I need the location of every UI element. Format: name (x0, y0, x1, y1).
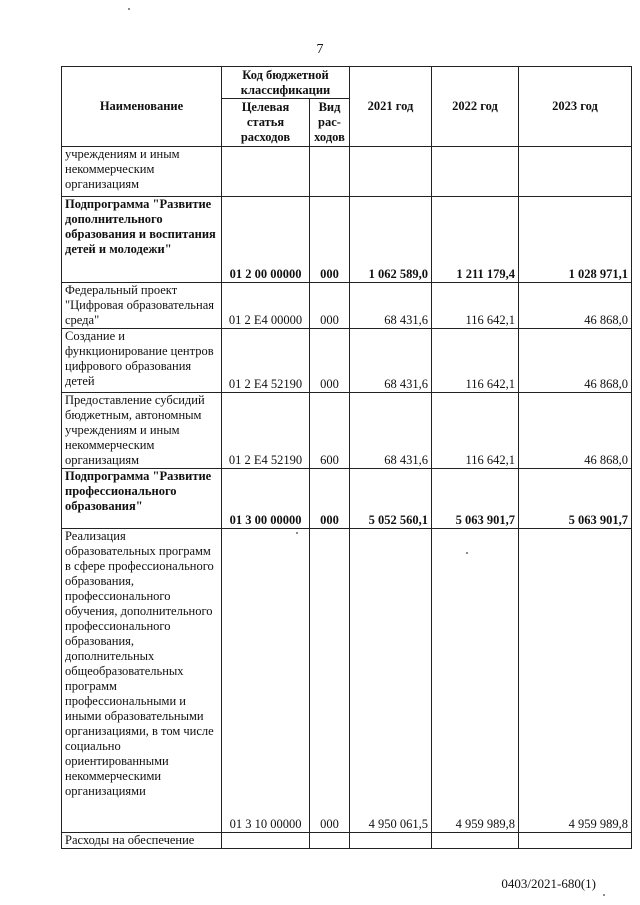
row-amount-2021: 68 431,6 (350, 329, 432, 393)
row-name: Расходы на обеспечение (62, 833, 222, 849)
row-expense-type: 000 (310, 197, 350, 283)
row-amount-2023: 4 959 989,8 (519, 529, 632, 833)
row-amount-2022 (432, 147, 519, 197)
header-2023: 2023 год (519, 67, 632, 147)
row-name: Реализация образовательных программ в сфере профессионального образования, профессионального обучения, дополнительного профессионального образования, дополнительных общеобразовательных программ профессиональными и иными образовательными организациями, в том числе социально ориентированными некоммерческими организациями (62, 529, 222, 833)
row-target-article: 01 2 E4 52190 (222, 329, 310, 393)
row-amount-2023 (519, 147, 632, 197)
row-target-article: 01 3 00 00000 (222, 469, 310, 529)
table-row (62, 393, 632, 469)
row-amount-2021: 4 950 061,5 (350, 529, 432, 833)
row-target-article (222, 833, 310, 849)
page-number: 7 (316, 42, 324, 57)
row-amount-2023: 46 868,0 (519, 329, 632, 393)
row-expense-type: 000 (310, 329, 350, 393)
row-amount-2023: 46 868,0 (519, 283, 632, 329)
scan-speck (466, 552, 468, 554)
table-row (62, 329, 632, 393)
row-expense-type: 600 (310, 393, 350, 469)
row-name: Подпрограмма "Развитие дополнительного образования и воспитания детей и молодежи" (62, 197, 222, 283)
row-expense-type (310, 833, 350, 849)
header-target-article: Целевая статья расходов (222, 99, 310, 147)
row-expense-type: 000 (310, 469, 350, 529)
table-row (62, 147, 632, 197)
row-amount-2021: 68 431,6 (350, 393, 432, 469)
scan-speck (603, 894, 605, 896)
row-amount-2022: 5 063 901,7 (432, 469, 519, 529)
row-amount-2023: 5 063 901,7 (519, 469, 632, 529)
row-target-article (222, 147, 310, 197)
scan-speck (296, 532, 298, 534)
budget-table (61, 66, 632, 849)
row-amount-2022: 116 642,1 (432, 283, 519, 329)
row-amount-2021 (350, 147, 432, 197)
scan-speck (128, 8, 130, 10)
row-amount-2021: 1 062 589,0 (350, 197, 432, 283)
header-2021: 2021 год (350, 67, 432, 147)
row-target-article: 01 2 E4 52190 (222, 393, 310, 469)
header-name: Наименование (62, 67, 222, 147)
row-target-article: 01 2 00 00000 (222, 197, 310, 283)
row-amount-2021 (350, 833, 432, 849)
table-row (62, 283, 632, 329)
row-name: Федеральный проект "Цифровая образовательная среда" (62, 283, 222, 329)
row-amount-2022: 1 211 179,4 (432, 197, 519, 283)
row-name: учреждениям и иным некоммерческим организациям (62, 147, 222, 197)
row-target-article: 01 2 E4 00000 (222, 283, 310, 329)
row-amount-2022: 116 642,1 (432, 393, 519, 469)
header-code-group: Код бюджетной классификации (222, 67, 350, 99)
table-row (62, 833, 632, 849)
row-name: Подпрограмма "Развитие профессионального образования" (62, 469, 222, 529)
table-row (62, 197, 632, 283)
row-amount-2023: 1 028 971,1 (519, 197, 632, 283)
table-row (62, 469, 632, 529)
row-name: Создание и функционирование центров цифрового образования детей (62, 329, 222, 393)
row-expense-type: 000 (310, 529, 350, 833)
header-expense-type: Вид рас-ходов (310, 99, 350, 147)
row-amount-2023: 46 868,0 (519, 393, 632, 469)
row-amount-2022: 116 642,1 (432, 329, 519, 393)
row-amount-2022: 4 959 989,8 (432, 529, 519, 833)
row-amount-2022 (432, 833, 519, 849)
row-amount-2021: 68 431,6 (350, 283, 432, 329)
row-expense-type: 000 (310, 283, 350, 329)
header-2022: 2022 год (432, 67, 519, 147)
document-code: 0403/2021-680(1) (501, 876, 596, 891)
table-row (62, 529, 632, 833)
row-amount-2023 (519, 833, 632, 849)
row-target-article: 01 3 10 00000 (222, 529, 310, 833)
row-amount-2021: 5 052 560,1 (350, 469, 432, 529)
row-expense-type (310, 147, 350, 197)
row-name: Предоставление субсидий бюджетным, автономным учреждениям и иным некоммерческим организациям (62, 393, 222, 469)
